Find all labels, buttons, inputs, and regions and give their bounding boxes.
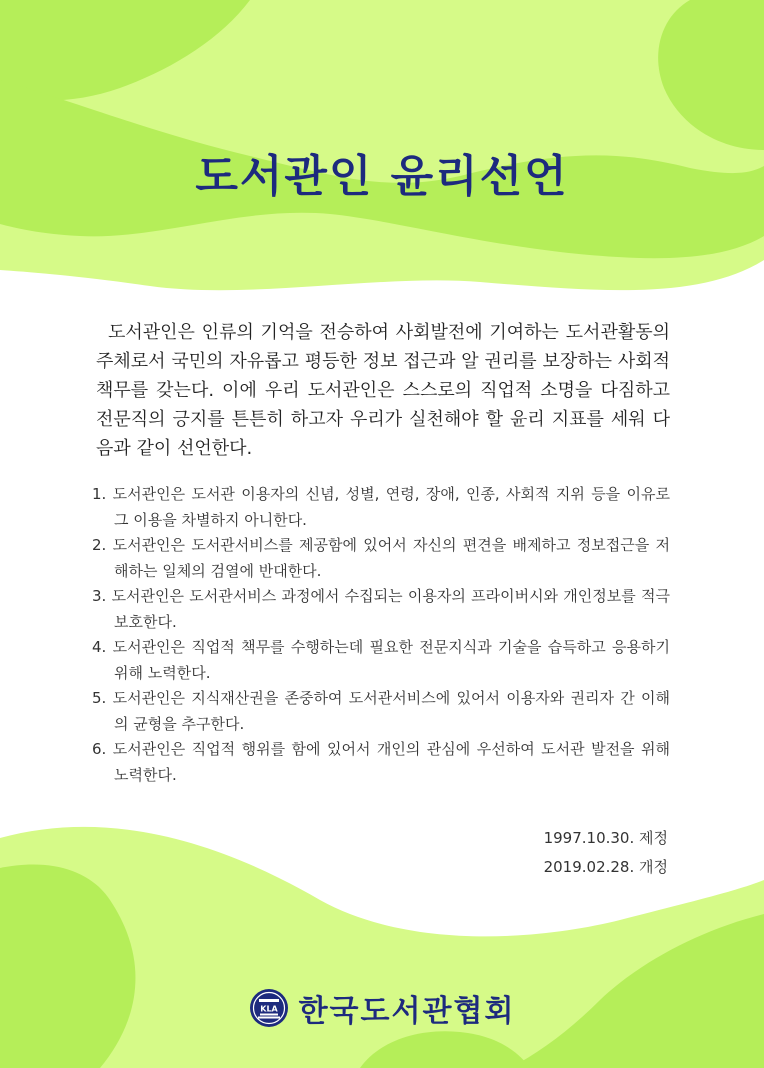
revised-date: 2019.02.28. 개정 [543, 858, 668, 876]
principle-item: 4. 도서관인은 직업적 책무를 수행하는데 필요한 전문지식과 기술을 습득하고 응용하기 위해 노력한다. [92, 638, 670, 682]
intro-paragraph: 도서관인은 인류의 기억을 전승하여 사회발전에 기여하는 도서관활동의 주체로서 국민의 자유롭고 평등한 정보 접근과 알 권리를 보장하는 사회적 책무를 갖는다. 이에 우리 도서관인은 스스로의 직업적 소명을 다짐하고 전문직의 긍지를 튼튼히 하고자 우리가 실천해야 할 윤리 지표를 세워 다음과 같이 선언한다. [96, 322, 670, 459]
organization-name: 한국도서관협회 [298, 994, 516, 1029]
principle-item: 5. 도서관인은 지식재산권을 존중하여 도서관서비스에 있어서 이용자와 권리자 간 이해의 균형을 추구한다. [92, 689, 670, 733]
kla-emblem-icon [249, 988, 289, 1028]
principle-item: 3. 도서관인은 도서관서비스 과정에서 수집되는 이용자의 프라이버시와 개인정보를 적극 보호한다. [92, 587, 670, 631]
footer-logo [0, 986, 764, 1030]
principle-item: 2. 도서관인은 도서관서비스를 제공함에 있어서 자신의 편견을 배제하고 정보접근을 저해하는 일체의 검열에 반대한다. [92, 536, 670, 580]
dates-block [544, 824, 668, 882]
principle-item: 1. 도서관인은 도서관 이용자의 신념, 성별, 연령, 장애, 인종, 사회적 지위 등을 이유로 그 이용을 차별하지 아니한다. [92, 485, 670, 529]
enacted-date: 1997.10.30. 제정 [543, 829, 668, 847]
principles-list [92, 482, 670, 788]
page-title: 도서관인 윤리선언 [195, 151, 569, 202]
kla-logo-text: KLA [259, 1004, 278, 1014]
principle-item: 6. 도서관인은 직업적 행위를 함에 있어서 개인의 관심에 우선하여 도서관 발전을 위해 노력한다. [92, 740, 670, 784]
